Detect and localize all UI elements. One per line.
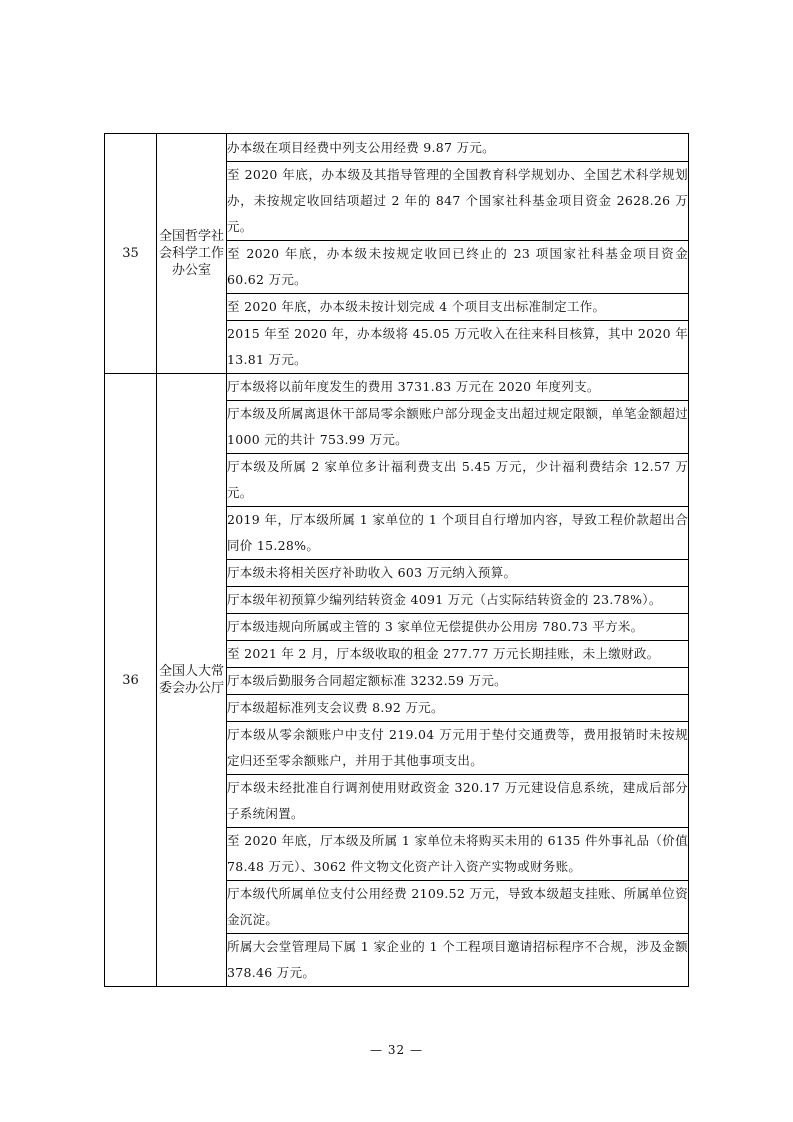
table-row	[105, 134, 689, 162]
finding-item: 厅本级及所属离退休干部局零余额账户部分现金支出超过规定限额，单笔金额超过 1000 元的共计 753.99 万元。	[227, 401, 689, 454]
finding-item: 厅本级从零余额账户中支付 219.04 万元用于垫付交通费等，费用报销时未按规定归还至零余额账户，并用于其他事项支出。	[227, 722, 689, 775]
finding-item: 厅本级将以前年度发生的费用 3731.83 万元在 2020 年度列支。	[227, 374, 689, 401]
finding-item: 至 2021 年 2 月，厅本级收取的租金 277.77 万元长期挂账，未上缴财政。	[227, 641, 689, 668]
finding-item: 至 2020 年底，办本级及其指导管理的全国教育科学规划办、全国艺术科学规划办，未按规定收回结项超过 2 年的 847 个国家社科基金项目资金 2628.26 万元。	[227, 162, 689, 241]
finding-item: 至 2020 年底，办本级未按规定收回已终止的 23 项国家社科基金项目资金 60.62 万元。	[227, 241, 689, 294]
row-number: 35	[105, 134, 157, 374]
finding-item: 厅本级未经批准自行调剂使用财政资金 320.17 万元建设信息系统，建成后部分子系统闲置。	[227, 775, 689, 828]
finding-item: 2015 年至 2020 年，办本级将 45.05 万元收入在往来科目核算，其中 2020 年 13.81 万元。	[227, 321, 689, 374]
finding-item: 厅本级代所属单位支付公用经费 2109.52 万元，导致本级超支挂账、所属单位资金沉淀。	[227, 881, 689, 934]
row-number: 36	[105, 374, 157, 987]
unit-name: 全国人大常委会办公厅	[157, 374, 227, 987]
finding-item: 厅本级后勤服务合同超定额标准 3232.59 万元。	[227, 668, 689, 695]
finding-item: 2019 年，厅本级所属 1 家单位的 1 个项目自行增加内容，导致工程价款超出合同价 15.28%。	[227, 507, 689, 560]
finding-item: 厅本级年初预算少编列结转资金 4091 万元（占实际结转资金的 23.78%）。	[227, 587, 689, 614]
finding-item: 厅本级未将相关医疗补助收入 603 万元纳入预算。	[227, 560, 689, 587]
finding-item: 厅本级及所属 2 家单位多计福利费支出 5.45 万元，少计福利费结余 12.57 万元。	[227, 454, 689, 507]
audit-findings-table	[104, 133, 689, 987]
finding-item: 至 2020 年底，办本级未按计划完成 4 个项目支出标准制定工作。	[227, 294, 689, 321]
finding-item: 厅本级违规向所属或主管的 3 家单位无偿提供办公用房 780.73 平方米。	[227, 614, 689, 641]
finding-item: 所属大会堂管理局下属 1 家企业的 1 个工程项目邀请招标程序不合规，涉及金额 378.46 万元。	[227, 934, 689, 987]
finding-item: 至 2020 年底，厅本级及所属 1 家单位未将购买未用的 6135 件外事礼品（价值 78.48 万元）、3062 件文物文化资产计入资产实物或财务账。	[227, 828, 689, 881]
finding-item: 办本级在项目经费中列支公用经费 9.87 万元。	[227, 134, 689, 162]
unit-name: 全国哲学社会科学工作办公室	[157, 134, 227, 374]
table-row	[105, 374, 689, 401]
page-number: — 32 —	[370, 1043, 423, 1057]
finding-item: 厅本级超标准列支会议费 8.92 万元。	[227, 695, 689, 722]
